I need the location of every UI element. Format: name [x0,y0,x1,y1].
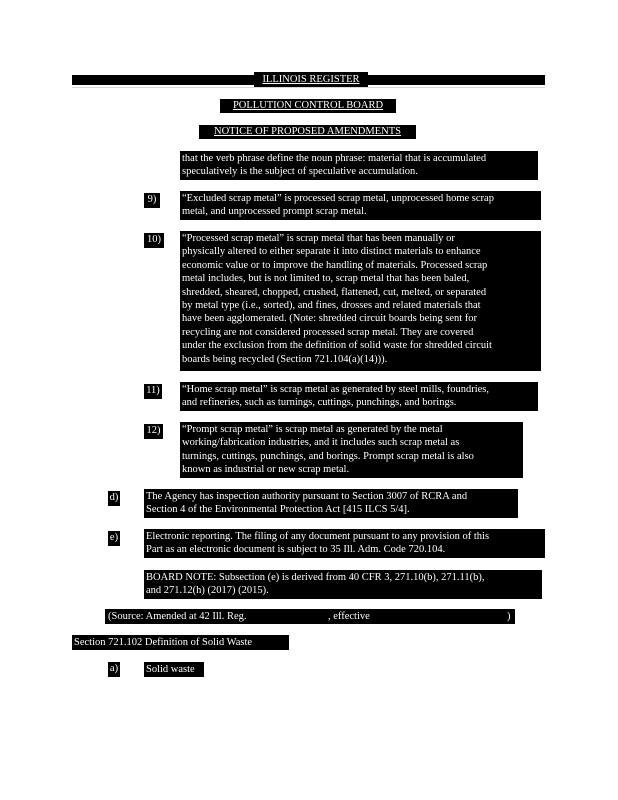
text-line: and refineries, such as turnings, cuttings, punchings, and borings. [182,397,457,409]
continuation-paragraph [180,151,538,180]
text-line: BOARD NOTE: Subsection (e) is derived from 40 CFR 3, 271.10(b), 271.11(b), [146,572,485,583]
text-line: “Excluded scrap metal” is processed scrap metal, unprocessed home scrap [182,193,494,204]
text-line: “Prompt scrap metal” is scrap metal as generated by the metal [182,424,443,435]
source-text: (Source: Amended at 42 Ill. Reg. [108,611,247,622]
text-line: “Processed scrap metal” is scrap metal that has been manually or [182,233,455,244]
text-line: physically altered to either separate it into distinct materials to enhance [182,246,481,258]
source-line [105,609,515,624]
text-line: recycling are not considered processed scrap metal. They are covered [182,326,474,338]
register-title: ILLINOIS REGISTER [254,72,368,87]
definition-paragraph [180,191,541,220]
subsection-paragraph [144,489,518,518]
definition-number: 12) [144,424,163,439]
text-line: Electronic reporting. The filing of any document pursuant to any provision of this [146,531,490,542]
definition-number: 10) [144,233,164,248]
item-letter: a) [108,662,120,677]
definition-number: 11) [144,384,162,399]
section-heading: Section 721.102 Definition of Solid Waste [72,635,289,650]
text-line: by metal type (i.e., sorted), and fines, drosses and related materials that [182,300,481,312]
text-line: working/fabrication industries, and it includes such scrap metal as [182,437,460,449]
notice-title: NOTICE OF PROPOSED AMENDMENTS [199,125,416,139]
subsection-letter: d) [108,491,120,506]
text-line: turnings, cuttings, punchings, and borings. Prompt scrap metal is also [182,450,474,462]
header-rule-shadow [72,87,545,88]
subsection-paragraph [144,529,545,558]
text-line: metal includes, but is not limited to, scrap metal that has been baled, [182,273,470,285]
source-effective: , effective [328,611,370,622]
text-line: and 271.12(h) (2017) (2015). [146,585,269,597]
text-line: metal, and unprocessed prompt scrap metal. [182,206,367,218]
text-line: speculatively is the subject of speculative accumulation. [182,166,418,178]
definition-paragraph [180,382,538,411]
text-line: shredded, sheared, chopped, crushed, flattened, cut, melted, or separated [182,286,487,298]
text-line: that the verb phrase define the noun phrase: material that is accumulated [182,153,487,164]
text-line: known as industrial or new scrap metal. [182,464,350,476]
board-title: POLLUTION CONTROL BOARD [220,99,396,113]
source-close: ) [507,611,511,622]
item-text: Solid waste [144,662,204,677]
definition-paragraph [180,422,523,478]
definition-number: 9) [144,193,160,208]
subsection-letter: e) [108,531,120,546]
text-line: The Agency has inspection authority pursuant to Section 3007 of RCRA and [146,491,468,502]
text-line: boards being recycled (Section 721.104(a)(14))). [182,353,388,365]
definition-paragraph [180,231,541,371]
text-line: have been agglomerated. (Note: shredded circuit boards being sent for [182,313,478,325]
text-line: Part as an electronic document is subject to 35 Ill. Adm. Code 720.104. [146,544,446,556]
board-note [144,570,542,599]
text-line: economic value or to improve the handling of materials. Processed scrap [182,259,488,271]
text-line: under the exclusion from the definition of solid waste for shredded circuit [182,340,492,352]
text-line: Section 4 of the Environmental Protection Act [415 ILCS 5/4]. [146,504,410,516]
text-line: “Home scrap metal” is scrap metal as generated by steel mills, foundries, [182,384,490,395]
